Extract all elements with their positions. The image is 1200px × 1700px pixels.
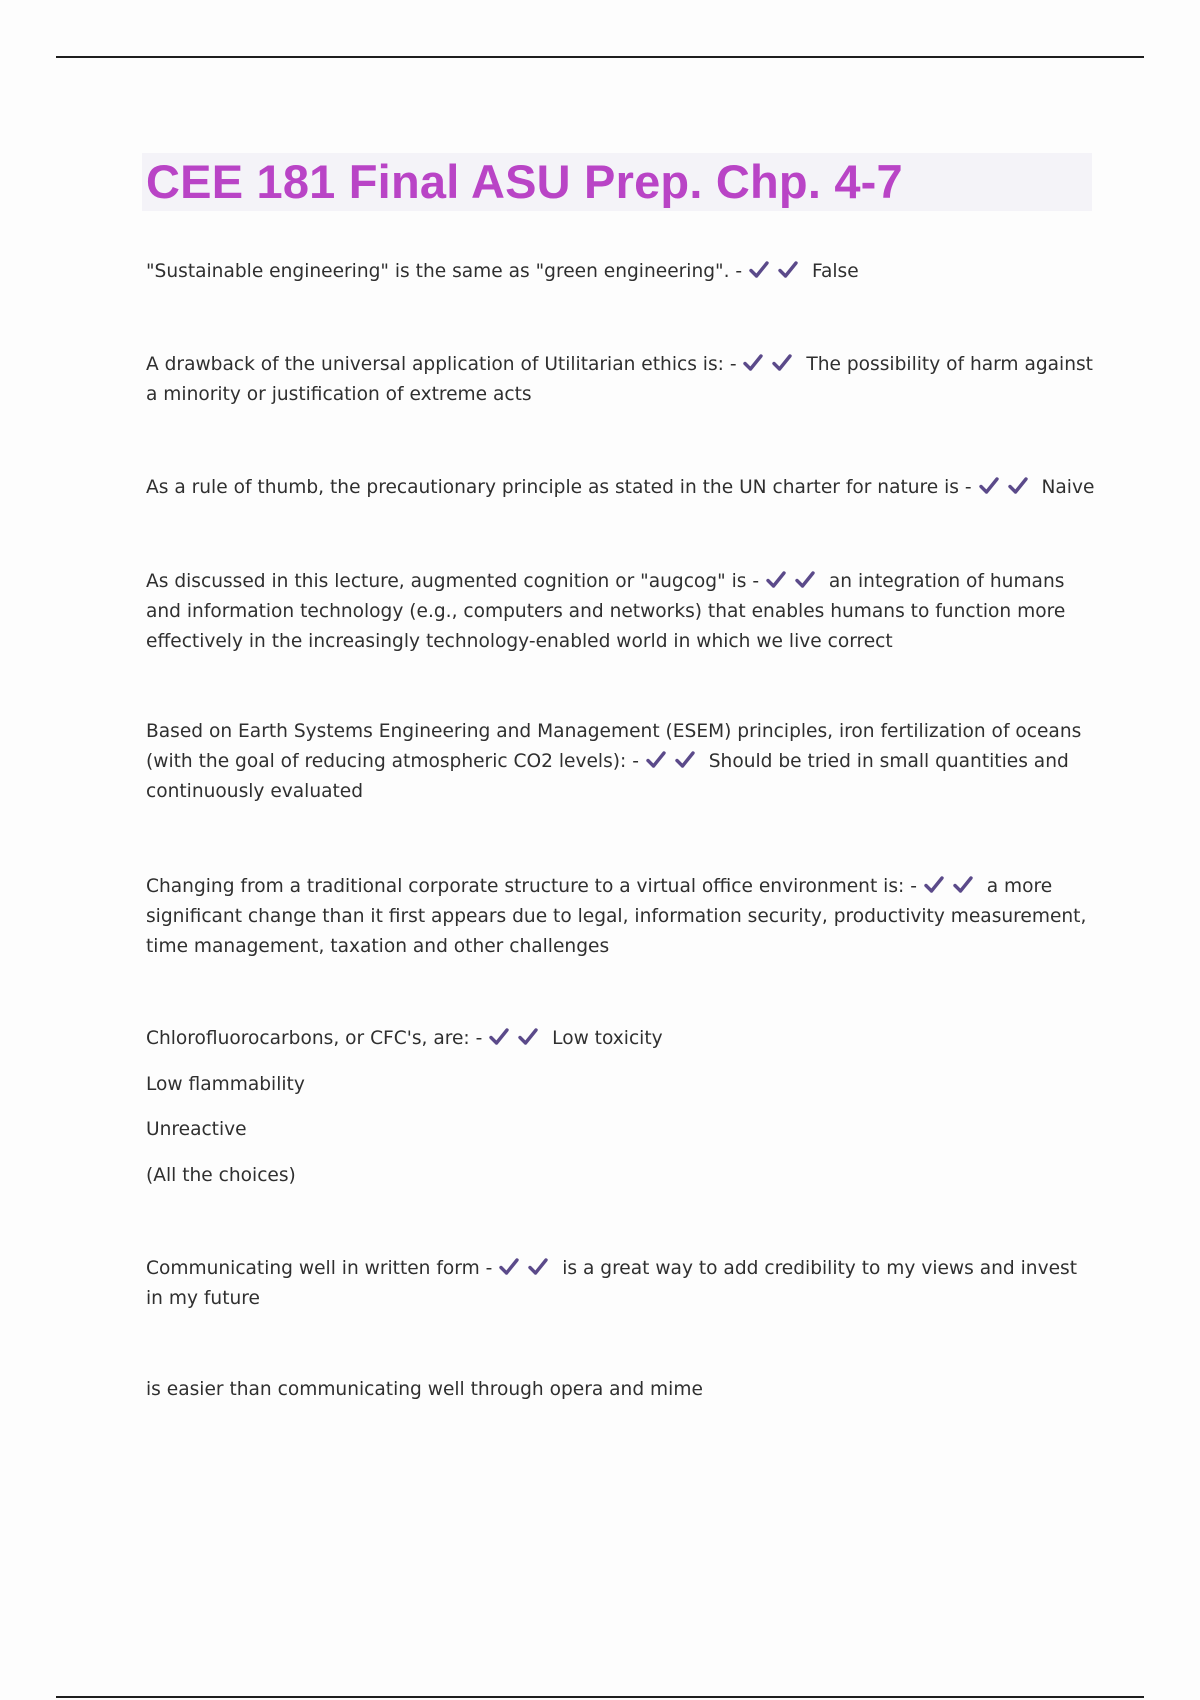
check-icon [645, 749, 669, 771]
qa-item [146, 1024, 1096, 1054]
answer-text: Low toxicity [552, 1028, 663, 1049]
question-text: "Sustainable engineering" is the same as "green engineering". - [146, 261, 743, 282]
check-icon [794, 569, 818, 591]
qa-item [146, 1254, 1096, 1314]
double-check-icon [498, 1258, 556, 1279]
answer-text: a more significant change than it first appears due to legal, information security, productivity measurement, time management, taxation and other challenges [146, 876, 1087, 957]
answer-text: Naive [1041, 477, 1095, 498]
qa-item [146, 567, 1096, 657]
qa-item [146, 350, 1096, 410]
question-text: Based on Earth Systems Engineering and Management (ESEM) principles, iron fertilization of oceans (with the goal of reducing atmospheric CO2 levels): - [146, 721, 1082, 772]
check-icon [777, 259, 801, 281]
answer-extra-line: Low flammability [146, 1074, 305, 1095]
qa-item [146, 257, 1096, 287]
question-text: A drawback of the universal application of Utilitarian ethics is: - [146, 354, 737, 375]
qa-item [146, 872, 1096, 962]
answer-text: Should be tried in small quantities and continuously evaluated [146, 751, 1069, 802]
check-icon [748, 259, 772, 281]
double-check-icon [978, 477, 1036, 498]
check-icon [498, 1256, 522, 1278]
check-icon [952, 874, 976, 896]
double-check-icon [748, 261, 806, 282]
check-icon [527, 1256, 551, 1278]
answer-text: False [811, 261, 859, 282]
answer-extra-line: (All the choices) [146, 1165, 296, 1186]
qa-item [146, 717, 1096, 807]
double-check-icon [645, 751, 703, 772]
qa-item [146, 473, 1096, 503]
check-icon [517, 1026, 541, 1048]
trailing-text: is easier than communicating well through opera and mime [146, 1379, 703, 1400]
double-check-icon [765, 571, 823, 592]
check-icon [978, 475, 1002, 497]
check-icon [674, 749, 698, 771]
check-icon [742, 352, 766, 374]
bottom-rule [56, 1696, 1144, 1698]
question-text: Changing from a traditional corporate structure to a virtual office environment is: - [146, 876, 917, 897]
check-icon [771, 352, 795, 374]
check-icon [765, 569, 789, 591]
check-icon [488, 1026, 512, 1048]
answer-extra-line: Unreactive [146, 1119, 247, 1140]
question-text: Communicating well in written form - [146, 1258, 493, 1279]
page-title: CEE 181 Final ASU Prep. Chp. 4-7 [146, 155, 903, 208]
question-text: As a rule of thumb, the precautionary principle as stated in the UN charter for nature is - [146, 477, 972, 498]
check-icon [923, 874, 947, 896]
answer-text: an integration of humans and information technology (e.g., computers and networks) that enables humans to function more effectively in the increasingly technology-enabled world in which we live correct [146, 571, 1066, 652]
answer-text: The possibility of harm against a minority or justification of extreme acts [146, 354, 1093, 405]
check-icon [1007, 475, 1031, 497]
double-check-icon [488, 1028, 546, 1049]
question-text: Chlorofluorocarbons, or CFC's, are: - [146, 1028, 483, 1049]
answer-text: is a great way to add credibility to my views and invest in my future [146, 1258, 1077, 1309]
top-rule [56, 56, 1144, 58]
question-text: As discussed in this lecture, augmented cognition or "augcog" is - [146, 571, 760, 592]
double-check-icon [923, 876, 981, 897]
double-check-icon [742, 354, 800, 375]
